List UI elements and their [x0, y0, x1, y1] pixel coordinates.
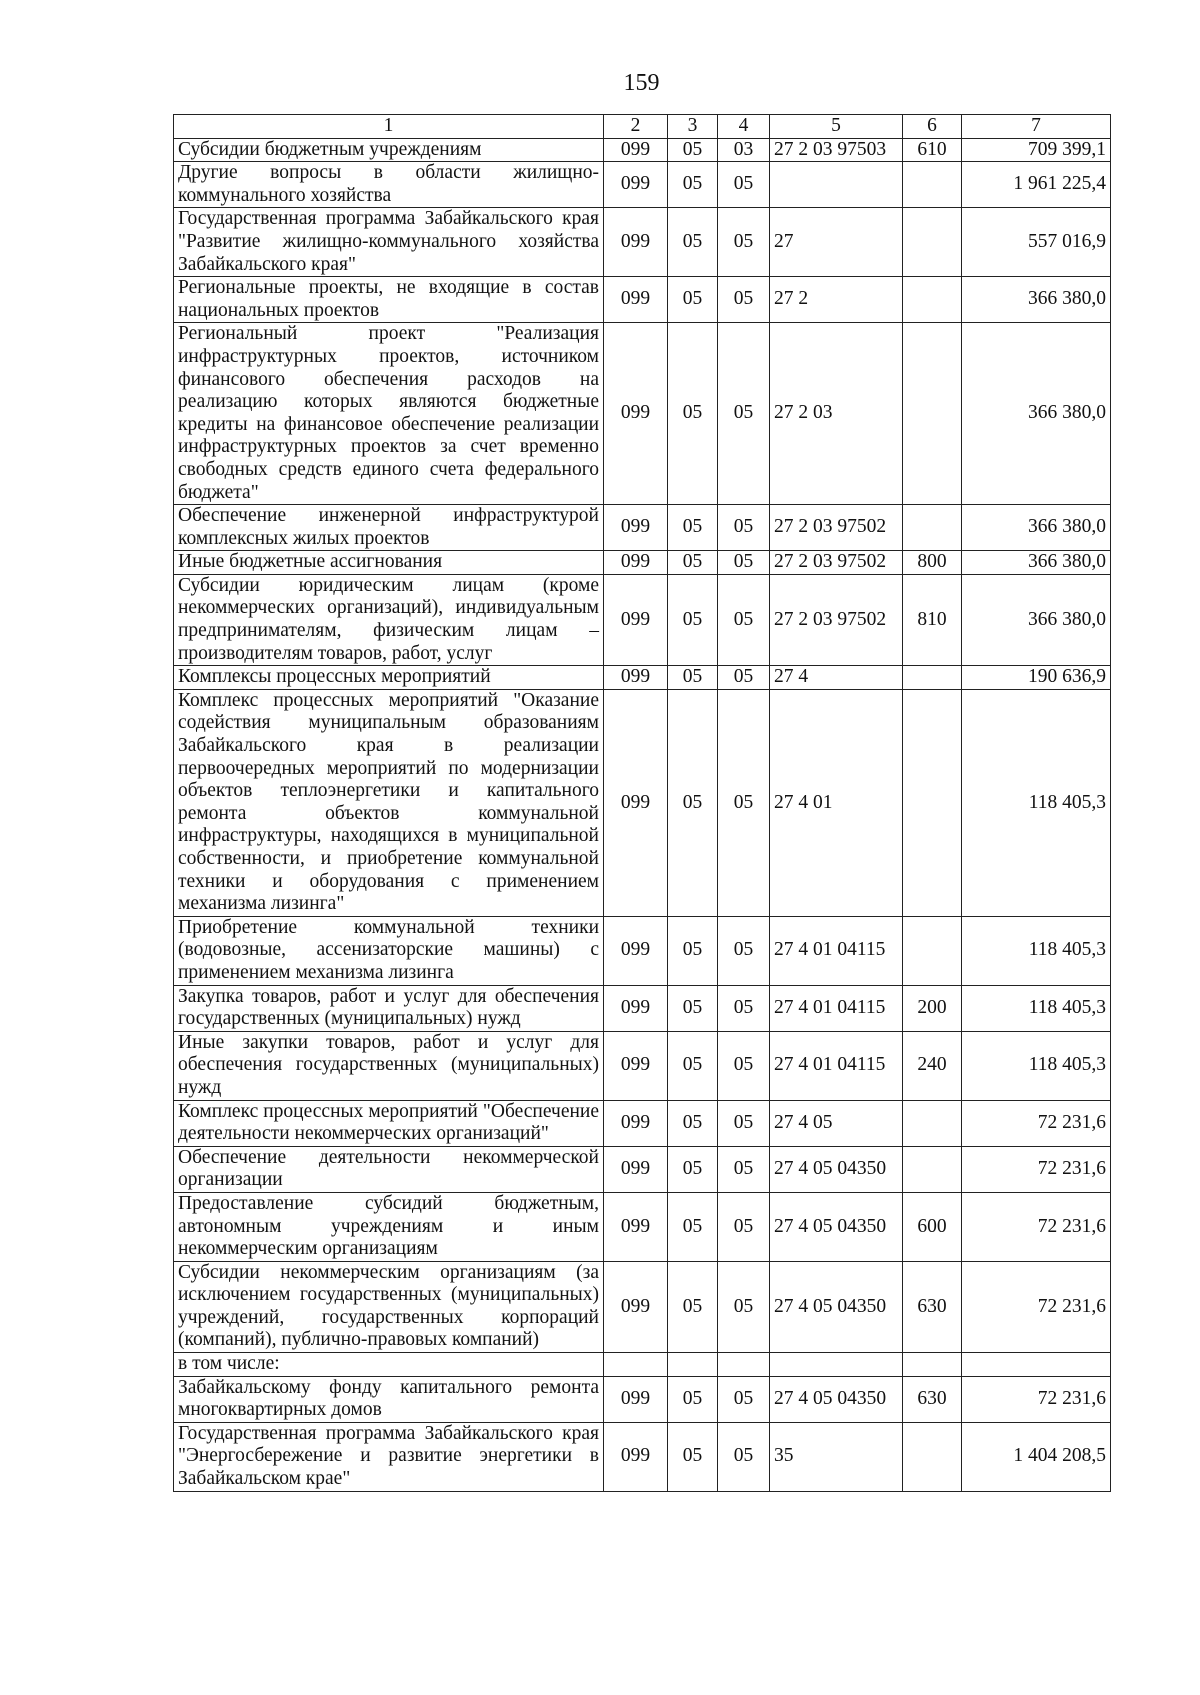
amount-cell: 190 636,9: [962, 666, 1111, 690]
expense-type-cell: 240: [903, 1031, 962, 1100]
table-row: [174, 574, 1111, 665]
row-name-cell: Предоставление субсидий бюджетным, автономным учреждениям и иным некоммерческим организациям: [174, 1192, 604, 1261]
section-code-cell: 05: [668, 1261, 718, 1352]
row-name-cell: Государственная программа Забайкальского края "Энергосбережение и развитие энергетики в Забайкальском крае": [174, 1422, 604, 1491]
section-code-cell: 05: [668, 208, 718, 277]
section-code-cell: 05: [668, 666, 718, 690]
amount-cell: 557 016,9: [962, 208, 1111, 277]
row-name-cell: Обеспечение инженерной инфраструктурой комплексных жилых проектов: [174, 505, 604, 551]
row-name-cell: Субсидии некоммерческим организациям (за исключением государственных (муниципальных) учреждений, государственных корпораций (компаний), публично-правовых компаний): [174, 1261, 604, 1352]
subsection-code-cell: 03: [718, 138, 770, 162]
target-article-cell: 27 2 03 97502: [770, 505, 903, 551]
amount-cell: 72 231,6: [962, 1146, 1111, 1192]
section-code-cell: 05: [668, 323, 718, 505]
admin-code-cell: 099: [604, 162, 668, 208]
section-code-cell: 05: [668, 138, 718, 162]
expense-type-cell: 630: [903, 1376, 962, 1422]
amount-cell: 366 380,0: [962, 277, 1111, 323]
expense-type-cell: [903, 1100, 962, 1146]
budget-table: [173, 114, 1111, 1492]
row-name-cell: Региональные проекты, не входящие в состав национальных проектов: [174, 277, 604, 323]
admin-code-cell: 099: [604, 574, 668, 665]
amount-cell: 709 399,1: [962, 138, 1111, 162]
subsection-code-cell: 05: [718, 1192, 770, 1261]
expense-type-cell: [903, 916, 962, 985]
amount-cell: 366 380,0: [962, 505, 1111, 551]
target-article-cell: 27 4 05 04350: [770, 1146, 903, 1192]
subsection-code-cell: 05: [718, 985, 770, 1031]
expense-type-cell: 610: [903, 138, 962, 162]
column-header: 6: [903, 115, 962, 139]
target-article-cell: 27 4 01 04115: [770, 985, 903, 1031]
subsection-code-cell: 05: [718, 916, 770, 985]
section-code-cell: 05: [668, 1146, 718, 1192]
admin-code-cell: 099: [604, 985, 668, 1031]
target-article-cell: 27 2 03: [770, 323, 903, 505]
section-code-cell: 05: [668, 916, 718, 985]
admin-code-cell: 099: [604, 277, 668, 323]
section-code-cell: [668, 1353, 718, 1377]
row-name-cell: Комплекс процессных мероприятий "Оказание содействия муниципальным образованиям Забайкальского края в реализации первоочередных мероприятий по модернизации объектов теплоэнергетики и капитального ремонта объектов коммунальной инфраструктуры, находящихся в муниципальной собственности, и приобретение коммунальной техники и оборудования с применением механизма лизинга": [174, 689, 604, 916]
table-row: [174, 208, 1111, 277]
amount-cell: 118 405,3: [962, 985, 1111, 1031]
section-code-cell: 05: [668, 551, 718, 575]
admin-code-cell: 099: [604, 689, 668, 916]
amount-cell: 118 405,3: [962, 916, 1111, 985]
admin-code-cell: 099: [604, 1261, 668, 1352]
amount-cell: 72 231,6: [962, 1192, 1111, 1261]
column-header: 4: [718, 115, 770, 139]
expense-type-cell: 800: [903, 551, 962, 575]
subsection-code-cell: 05: [718, 1261, 770, 1352]
target-article-cell: 27 4 01 04115: [770, 1031, 903, 1100]
subsection-code-cell: 05: [718, 1376, 770, 1422]
target-article-cell: 27 4 05 04350: [770, 1376, 903, 1422]
amount-cell: [962, 1353, 1111, 1377]
amount-cell: 72 231,6: [962, 1100, 1111, 1146]
admin-code-cell: 099: [604, 323, 668, 505]
target-article-cell: 27 2 03 97502: [770, 574, 903, 665]
table-row: [174, 551, 1111, 575]
admin-code-cell: 099: [604, 1192, 668, 1261]
column-header: 3: [668, 115, 718, 139]
target-article-cell: 27 2 03 97502: [770, 551, 903, 575]
table-row: [174, 916, 1111, 985]
section-code-cell: 05: [668, 985, 718, 1031]
target-article-cell: 35: [770, 1422, 903, 1491]
admin-code-cell: 099: [604, 1031, 668, 1100]
expense-type-cell: [903, 208, 962, 277]
expense-type-cell: 600: [903, 1192, 962, 1261]
section-code-cell: 05: [668, 1100, 718, 1146]
amount-cell: 118 405,3: [962, 1031, 1111, 1100]
section-code-cell: 05: [668, 1192, 718, 1261]
expense-type-cell: [903, 323, 962, 505]
table-row: [174, 1192, 1111, 1261]
expense-type-cell: 810: [903, 574, 962, 665]
expense-type-cell: [903, 1146, 962, 1192]
section-code-cell: 05: [668, 689, 718, 916]
expense-type-cell: [903, 277, 962, 323]
target-article-cell: 27: [770, 208, 903, 277]
section-code-cell: 05: [668, 505, 718, 551]
target-article-cell: [770, 162, 903, 208]
expense-type-cell: [903, 689, 962, 916]
amount-cell: 366 380,0: [962, 551, 1111, 575]
admin-code-cell: 099: [604, 208, 668, 277]
row-name-cell: Субсидии юридическим лицам (кроме некоммерческих организаций), индивидуальным предпринимателям, физическим лицам – производителям товаров, работ, услуг: [174, 574, 604, 665]
section-code-cell: 05: [668, 574, 718, 665]
table-row: [174, 162, 1111, 208]
admin-code-cell: 099: [604, 138, 668, 162]
subsection-code-cell: 05: [718, 1146, 770, 1192]
subsection-code-cell: 05: [718, 277, 770, 323]
subsection-code-cell: 05: [718, 551, 770, 575]
column-header: 1: [174, 115, 604, 139]
row-name-cell: Комплекс процессных мероприятий "Обеспечение деятельности некоммерческих организаций": [174, 1100, 604, 1146]
subsection-code-cell: 05: [718, 323, 770, 505]
row-name-cell: Другие вопросы в области жилищно-коммунального хозяйства: [174, 162, 604, 208]
target-article-cell: 27 4 05 04350: [770, 1261, 903, 1352]
expense-type-cell: [903, 505, 962, 551]
subsection-code-cell: 05: [718, 574, 770, 665]
table-row: [174, 1353, 1111, 1377]
target-article-cell: [770, 1353, 903, 1377]
subsection-code-cell: 05: [718, 505, 770, 551]
table-row: [174, 689, 1111, 916]
column-header: 5: [770, 115, 903, 139]
amount-cell: 118 405,3: [962, 689, 1111, 916]
table-row: [174, 1261, 1111, 1352]
expense-type-cell: 630: [903, 1261, 962, 1352]
amount-cell: 366 380,0: [962, 574, 1111, 665]
section-code-cell: 05: [668, 277, 718, 323]
column-header: 2: [604, 115, 668, 139]
admin-code-cell: 099: [604, 916, 668, 985]
column-header: 7: [962, 115, 1111, 139]
expense-type-cell: [903, 666, 962, 690]
amount-cell: 72 231,6: [962, 1261, 1111, 1352]
section-code-cell: 05: [668, 1031, 718, 1100]
table-row: [174, 323, 1111, 505]
expense-type-cell: [903, 162, 962, 208]
table-row: [174, 277, 1111, 323]
table-row: [174, 985, 1111, 1031]
admin-code-cell: 099: [604, 1146, 668, 1192]
target-article-cell: 27 4 01: [770, 689, 903, 916]
table-row: [174, 1100, 1111, 1146]
target-article-cell: 27 2 03 97503: [770, 138, 903, 162]
subsection-code-cell: 05: [718, 689, 770, 916]
subsection-code-cell: 05: [718, 1031, 770, 1100]
admin-code-cell: 099: [604, 1422, 668, 1491]
expense-type-cell: [903, 1422, 962, 1491]
admin-code-cell: 099: [604, 551, 668, 575]
amount-cell: 1 961 225,4: [962, 162, 1111, 208]
row-name-cell: Обеспечение деятельности некоммерческой организации: [174, 1146, 604, 1192]
row-name-cell: Приобретение коммунальной техники (водовозные, ассенизаторские машины) с применением механизма лизинга: [174, 916, 604, 985]
row-name-cell: Субсидии бюджетным учреждениям: [174, 138, 604, 162]
target-article-cell: 27 2: [770, 277, 903, 323]
subsection-code-cell: [718, 1353, 770, 1377]
table-row: [174, 1376, 1111, 1422]
target-article-cell: 27 4 05 04350: [770, 1192, 903, 1261]
row-name-cell: Иные бюджетные ассигнования: [174, 551, 604, 575]
subsection-code-cell: 05: [718, 666, 770, 690]
table-row: [174, 138, 1111, 162]
amount-cell: 72 231,6: [962, 1376, 1111, 1422]
row-name-cell: Комплексы процессных мероприятий: [174, 666, 604, 690]
section-code-cell: 05: [668, 1376, 718, 1422]
subsection-code-cell: 05: [718, 162, 770, 208]
table-row: [174, 666, 1111, 690]
page-number: 159: [623, 70, 660, 96]
target-article-cell: 27 4: [770, 666, 903, 690]
row-name-cell: Иные закупки товаров, работ и услуг для обеспечения государственных (муниципальных) нужд: [174, 1031, 604, 1100]
table-header-row: [174, 115, 1111, 139]
amount-cell: 366 380,0: [962, 323, 1111, 505]
expense-type-cell: 200: [903, 985, 962, 1031]
admin-code-cell: 099: [604, 666, 668, 690]
subsection-code-cell: 05: [718, 1100, 770, 1146]
table-row: [174, 1422, 1111, 1491]
admin-code-cell: 099: [604, 505, 668, 551]
subsection-code-cell: 05: [718, 1422, 770, 1491]
table-row: [174, 1146, 1111, 1192]
admin-code-cell: [604, 1353, 668, 1377]
amount-cell: 1 404 208,5: [962, 1422, 1111, 1491]
table-row: [174, 505, 1111, 551]
section-code-cell: 05: [668, 162, 718, 208]
target-article-cell: 27 4 05: [770, 1100, 903, 1146]
section-code-cell: 05: [668, 1422, 718, 1491]
admin-code-cell: 099: [604, 1100, 668, 1146]
target-article-cell: 27 4 01 04115: [770, 916, 903, 985]
row-name-cell: Закупка товаров, работ и услуг для обеспечения государственных (муниципальных) нужд: [174, 985, 604, 1031]
row-name-cell: Региональный проект "Реализация инфраструктурных проектов, источником финансового обеспечения расходов на реализацию которых являются бюджетные кредиты на финансовое обеспечение реализации инфраструктурных проектов за счет временно свободных средств единого счета федерального бюджета": [174, 323, 604, 505]
subsection-code-cell: 05: [718, 208, 770, 277]
row-name-cell: в том числе:: [174, 1353, 604, 1377]
row-name-cell: Забайкальскому фонду капитального ремонта многоквартирных домов: [174, 1376, 604, 1422]
expense-type-cell: [903, 1353, 962, 1377]
admin-code-cell: 099: [604, 1376, 668, 1422]
table-row: [174, 1031, 1111, 1100]
row-name-cell: Государственная программа Забайкальского края "Развитие жилищно-коммунального хозяйства Забайкальского края": [174, 208, 604, 277]
